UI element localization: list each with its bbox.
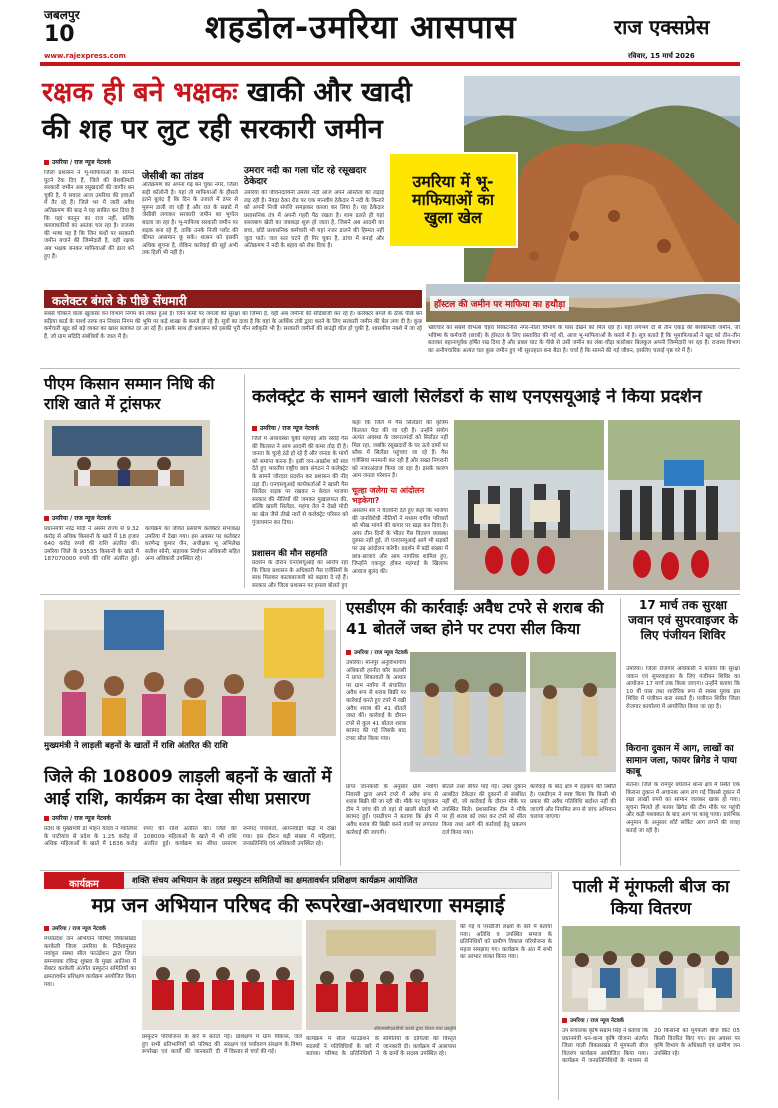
- sdm-body-4: कार्रवाई के बाद क्षेत्र में हड़कंप की स्थिति है। एसडीएम ने स्पष्ट किया कि किसी भी प्रकार की अवैध गतिविधि बर्दाश्त नहीं की जाएगी और नियमित रूप से जांच अभियान चलाया जाएगा।: [530, 784, 616, 821]
- masthead-rule: [40, 62, 740, 66]
- lead-sub-2: उमरार नदी का गला घोंट रहे रसूखदार ठेकेदार: [244, 166, 367, 187]
- sidebar-headline-2: किराना दुकान में आग, लाखों का सामान जला, फायर ब्रिगेड ने पाया काबू: [626, 744, 737, 777]
- lead-sub-1: जेसीबी का तांडव: [142, 171, 204, 182]
- divider: [40, 368, 740, 369]
- masthead: [0, 0, 778, 68]
- karyakram-headline: मप्र जन अभियान परिषद की रूपरेखा-अवधारणा समझाई: [91, 893, 505, 917]
- pm-kisan-body: प्रधानमंत्री नरेंद्र मोदी ने असम राज्य से 9.32 करोड़ से अधिक किसानों के खाते में 18 हजार 640 करोड़ रुपये की राशि अंतरित की। उमरिया जिले के 93535 किसानों के खाते में 187070000 रुपये की राशि अंतरित हुई। कार्यक्रम का जीवंत प्रसारण कलेक्टर सभाकक्ष उमरिया में देखा गया। इस अवसर पर कलेक्टर धरणेन्द्र कुमार जैन, अधीक्षक भू अभिलेख सतीश सोनी, सहायक निर्वाचन अधिकारी सहित अन्य अधिकारी उपस्थित रहे।: [44, 526, 240, 563]
- lead-overlay-text: उमरिया में भू-माफियाओं का खुला खेल: [412, 172, 494, 227]
- moongfali-photo: [562, 926, 740, 1012]
- lead-headline-rest: खाकी और खादी: [247, 77, 412, 108]
- karyakram-tag: [44, 872, 124, 889]
- lead-banner-text: कलेक्टर बंगले के पीछे सेंधमारी: [52, 294, 187, 308]
- lead-banner: [44, 290, 422, 308]
- ladli-photo-caption: मुख्यमंत्री ने लाड़ली बहनों के खातों में राशि अंतरित की राशि: [44, 741, 228, 751]
- cylinder-body-4: असलम शेर ने चेतावनी देते हुए कहा कि भाजपा की जनविरोधी नीतियों ने मध्यम वर्गीय परिवारों को भीख मांगने की कगार पर खड़ा कर दिया है। अगर तीन दिनों के भीतर गैस वितरण व्यवस्था दुरुस्त नहीं हुई, तो एनएसयूआई आगे भी सड़कों पर उग्र आंदोलन करेगी। प्रदर्शन में बड़ी संख्या में छात्र-छात्राएं और आम नागरिक शामिल हुए, जिन्होंने एकजुट होकर महंगाई के खिलाफ आवाज बुलंद की।: [352, 508, 448, 575]
- sdm-headline: एसडीएम की कार्रवाईः अवैध टपरे से शराब की 41 बोतलें जब्त होने पर टपरा सील किया: [346, 599, 604, 638]
- sidebar-body-2: सतना। जिले के रामपुर बघेलान थाना क्षेत्र में स्थित एक किराना दुकान में अचानक आग लग गई जिससे दुकान में रखा लाखों रुपये का सामान जलकर खाक हो गया। सूचना मिलते ही फायर ब्रिगेड की टीम मौके पर पहुंची और कड़ी मशक्कत के बाद आग पर काबू पाया। प्रारंभिक अनुमान के अनुसार शॉर्ट सर्किट आग लगने की वजह बताई जा रही है।: [626, 782, 740, 834]
- sdm-byline: उमरिया / राज न्यूज नेटवर्क: [346, 648, 408, 656]
- masthead-website[interactable]: www.rajexpress.com: [44, 52, 126, 60]
- cylinder-headline: कलेक्ट्रेट के सामने खाली सिलेंडरों के साथ एनएसयूआई ने किया प्रदर्शन: [252, 388, 702, 407]
- lead-headline-line1: [42, 78, 462, 108]
- lead-overlay-box: [388, 152, 518, 248]
- column-divider: [244, 374, 245, 588]
- sidebar-body-1: उमरिया। जिला रोजगार अधिकारी ने बताया कि सुरक्षा जवान एवं सुपरवाइजर के लिए पंजीयन शिविर का आयोजन 17 मार्च तक किया जाएगा। उन्होंने बताया कि 10 वीं पास तथा शारीरिक रूप से स्वस्थ युवक इस शिविर में पंजीयन करा सकते हैं। पंजीयन शिविर जिला रोजगार कार्यालय में आयोजित किया जा रहा है।: [626, 666, 740, 710]
- lead-body-4: भ्रष्टाचार का सबसे वीभत्स चेहरा सिकटनीरा नगर-नीला विभाग के पास देखने को मिल रहा है। यहाँ लगभग दो से तीन एकड़ की बेशकीमती जमीन, जो भविष्य के कर्मचारी (छात्रों) के हॉस्टल के लिए प्रस्तावित की गई थी, आज भू-माफियाओं के कब्जे में है। सूत्र बताते हैं कि भूमाफियाओं ने खुद को तीन-तीन बताकर बहानापूर्वक हर्षित रख दिया है और प्रबल घाट के पीछे से उसी जमीन का लंबा-चौड़ा कारोबार बिलकुल अपनी जिम्मेदारी पर रहा है। राजस्व विभाग का अनौपचारिक अत्यंत चल कुछ जमीन हुए भी सूरतहाल बना बैठा है। चर्चा है कि सामने की गई जीवन, इसलिए चलाई पृष्ठ परे में हैं।: [428, 325, 740, 354]
- sdm-photo-1: [410, 652, 526, 772]
- cylinder-byline: उमरिया / राज न्यूज नेटवर्क: [252, 424, 319, 432]
- karyakram-kicker: शक्ति संचय अभियान के तहत प्रस्फुटन समितियों का क्षमतावर्धन प्रशिक्षण कार्यक्रम आयोजित: [132, 876, 418, 886]
- column-divider: [620, 598, 621, 866]
- hostel-caption: हॉस्टल की जमीन पर माफिया का हथौड़ा: [430, 296, 569, 311]
- section-title: शहडोल-उमरिया आसपास: [205, 8, 517, 46]
- cylinder-body-3: कहा कि जिले में गैस सिलेंडरों की कृत्रिम किल्लत पैदा की जा रही है। उन्होंने संयोग अत्यंत अवस्था के जरूरतमंदों को सिलेंडर नहीं मिल रहा, जबकि रसूखदारों के घर ऊंचे दामों पर ब्लैक में सिलेंडर पहुंचाए जा रहे हैं। गैस एजेंसियां मनमानी कर रही हैं और सख्त निगरानी को नजरअंदाज किया जा रहा है। इसके कारण आम जनता परेशान है।: [352, 420, 448, 480]
- sidebar-headline-1: 17 मार्च तक सुरक्षा जवान एवं सुपरवाइजर के लिए पंजीयन शिविर: [628, 598, 738, 642]
- sdm-photo-2: [530, 652, 616, 772]
- moongfali-body: उप संचालक कृषि संग्राम सिंह ने बताया कि प्रधानमंत्री धन-धान्य कृषि योजना अंतर्गत जिला पाली विकासखंड में मूंगफली बीज वितरण कार्यक्रम आयोजित किया गया। कार्यक्रम में जनप्रतिनिधियों के माध्यम से 20 किसानों को मूंगफली बीज किट 05 किलो वितरित किए गए। इस अवसर पर कृषि विभाग के अधिकारी एवं ग्रामीण जन उपस्थित रहे।: [562, 1028, 740, 1065]
- moongfali-headline: पाली में मूंगफली बीज का किया वितरण: [572, 877, 730, 919]
- karyakram-byline: उमरिया / राज न्यूज नेटवर्क: [44, 924, 106, 932]
- ladli-body: प्रदेश के मुख्यमंत्री डॉ मोहन यादव ने ग्वालियर के पाटीयांव से प्रदेश के 1.25 करोड़ से अधिक महिलाओं के खाते में 1836 करोड़ रुपए की राशि अंतरित की। जिले की 108009 महिलाओं के खाते में भी राशि अंतरित हुई। कार्यक्रम का सीधा प्रसारण जनपद पंचायतों, आंगनवाड़ी केंद्रों में देखा गया। इस दौरान बड़ी संख्या में महिलाएं, जनप्रतिनिधि एवं अधिकारी उपस्थित रहे।: [44, 826, 336, 848]
- sdm-body-2: प्राप्त जानकारी के अनुसार ग्राम नवाँगा निवासी द्वारा अपने टपरे में अवैध रूप से शराब बिक्री की जा रही थी। मौके पर पहुंचकर टीम ने जांच की तो वहां से खाली बोतलें भी बरामद हुईं। एसडीएम ने बताया कि क्षेत्र में अवैध शराब की बिक्री करने वालों पर लगातार कार्रवाई की जाएगी।: [346, 784, 438, 836]
- karyakram-photo-caption: सीएमसीएलडीपी छात्रों द्वारा किया गया प्रस्तुति: [374, 1026, 456, 1032]
- karyakram-tag-text: कार्यक्रम: [69, 879, 99, 890]
- masthead-date: रविवार, 15 मार्च 2026: [628, 52, 695, 60]
- sdm-body-3: बोतलें तथा बीयर पाई गई। उक्त दुकान आबंटित ठेकेदार की दुकानों से संबंधित नहीं थी, जो कार्रवाई के दौरान मौके पर उपस्थित मिले। प्रशासनिक टीम ने मौके पर ही शराब को जब्त कर टपरे को सील किया तथा आगे की कार्रवाई हेतु प्रकरण दर्ज किया गया।: [442, 784, 526, 836]
- pm-kisan-byline: उमरिया / राज न्यूज नेटवर्क: [44, 514, 111, 522]
- pm-kisan-photo: [44, 420, 210, 510]
- lead-body-2: अतिक्रमण का अपना गढ़ बन चुका नगर, जिला सड़ी कॉलोनी है। यहां तो माफियाओं के हौसले इतने बुलंद हैं कि दिन के उजाले में डंपर से मुरूम डाली जा रही है और रात के सन्नाटे में जेसीबी लगाकर सरकारी जमीन का भूगोल बदला जा रहा है। भू-माफिया सरकारी जमीन पर सड़क बना रहे हैं, ताकि उनके निजी प्लॉट की कीमत आसमान छू सके। शासन को इसकी अधिक सूचना है, लेकिन कार्रवाई की सूई अभी तक हिली भी नहीं है।: [142, 182, 238, 257]
- lead-byline: उमरिया / राज न्यूज नेटवर्क: [44, 158, 111, 166]
- sdm-body-1: उमरिया। मानपुर अनुविभागीय अधिकारी हरनीत कौर कलसी ने प्राप्त शिकायतों के आधार पर ग्राम नवाँगा में संचालित अवैध रूप से शराब बिक्री पर कार्रवाई करते हुए टपरे में रखी अवैध शराब की 41 बोतलें जब्त कीं। कार्रवाई के दौरान टपरे से कुल 41 बोतल शराब बरामद की गई जिसके बाद टपरा सील किया गया।: [346, 660, 406, 742]
- ladli-byline: उमरिया / राज न्यूज नेटवर्क: [44, 814, 111, 822]
- cylinder-sub-2: चूल्हा जलेगा या आंदोलन भड़केगा?: [352, 486, 425, 505]
- cylinder-photo-1: [454, 420, 604, 590]
- column-divider: [340, 600, 341, 866]
- lead-headline-red: रक्षक ही बने भक्षकः: [42, 77, 238, 108]
- lead-banner-body: सबसे चौंकाने वाला खुलासा वन विभाग निगम को लेकर हुआ है। जिन कर्मों पर जंगलों की सुरक्षा का जिम्मा है, वही अब जमीनों की सौदेबाजी कर रहे हैं। कलेक्टर बंगले के ठीक पीछे बने सड़िया कार्ड के पार्श्व तरफ वन निवास निगम की भूमि पर कड़े शाखा के कब्जे हो रहे हैं। सूत्रों का दावा है कि वहां के आर्थिक तंत्री द्वारा करने के लिए सरकारी जमीन की बेल लगा दी है। कुछ कर्मचारी खुद को बड़े व्यक्त का खास बताकर दर आ रहे हैं। इसके साथ ही प्रशासन को इसकी पूरी मौन स्वीकृति भी है। सरकारी जमीनों की बाउंड्री वॉल हो चुकी है, शासकीय नक्शे में जा रहे हैं, जो ग्राम सदिदि संबंधियों के जाल में है।: [44, 311, 422, 340]
- divider: [40, 594, 740, 595]
- karyakram-photo-1: [142, 920, 302, 1030]
- moongfali-byline: उमरिया / राज न्यूज नेटवर्क: [562, 1016, 624, 1024]
- karyakram-body-3: कार्यक्रम में सील फाउंडेशन के सदस्यों ने गतिविधियों के बारे में बताया। परिषद के प्रतिनिधियों ने समितियों के दायित्वों की विस्तृत जानकारी दी। कार्यक्रम में आसपास के ग्रामों के सदस्य उपस्थित रहे।: [306, 1036, 456, 1058]
- pm-kisan-headline: पीएम किसान सम्मान निधि की राशि खाते में ट्रांसफर: [44, 375, 215, 413]
- column-divider: [558, 872, 559, 1100]
- cylinder-sub-1: प्रशासन की मौन सहमति: [252, 549, 328, 559]
- karyakram-body-2: प्रस्फुटन परियोजना के बारे में बताते हुए सभी प्रतिभागियों को परिषद की रूपरेखा एवं कार्यों की जानकारी दी गई। प्रशिक्षण में ग्राम विकास, जल संरक्षण एवं पर्यावरण संरक्षण के विषय में विस्तार से चर्चा की गई।: [142, 1034, 302, 1056]
- masthead-city: जबलपुर: [44, 8, 80, 22]
- divider: [40, 870, 740, 871]
- page-number: 10: [44, 22, 75, 47]
- karyakram-photo-2: [306, 920, 456, 1030]
- cylinder-body-2: प्रदर्शन के दौरान एनएसयूआई का आरोप रहा कि जिला प्रशासन के अधिकारी गैस एजेंसियों के साथ मिलकर कालाबाजारी को बढ़ावा दे रहे हैं। सरकार और जिला प्रशासन पर हमला बोलते हुए: [252, 560, 348, 589]
- lead-headline-line2: की शह पर लुट रही सरकारी जमीन: [42, 114, 383, 145]
- cylinder-body-1: जिले में अव्यवस्था चुकी महंगाई और रसोई गैस की किल्लत ने आम आदमी की कमर तोड़ दी है। जनता के चूल्हे ठंडे हो रहे हैं और जनता के मांगों को समाप्त करना है। इसी जन-आक्रोश को स्वर देते हुए भारतीय राष्ट्रीय छात्र संगठन ने कलेक्ट्रेट के सामने जोरदार प्रदर्शन कर प्रशासन की नींद उड़ा दी। एनएसयूआई कार्यकर्ताओं ने खाली गैस सिलेंडर सड़क पर रखकर न केवल भाजपा सरकार की नीतियों की जमकर मुखालफत की, बल्कि खाली सिलेंडर, महंगा तेल ने देखो मोदी का खेल जैसे तीखे नारों से कलेक्ट्रेट परिसर को गुंजायमान कर दिया।: [252, 436, 348, 526]
- ladli-headline: जिले की 108009 लाड़ली बहनों के खातों में आई राशि, कार्यक्रम का देखा सीधा प्रसारण: [44, 767, 332, 809]
- lead-body-1: जिला प्रशासन ने भू-माफियाओं के सामने घुटने टेक दिए हैं, जिले की बेशकीमती सरकारी जमीन अब रसूखदारों की जागीर बन चुकी है, ये सवाल आज उमरिया की हवाओं में तैर रहे हैं। जिले भर में जारी अवैध अतिक्रमण की बाढ़ ने यह साबित कर दिया है कि यहां कानून का राज नहीं, बल्कि कब्जाधारियों का आतंक चल रहा है। राजस्व की भाषा यह है कि जिन कंधों पर सरकारी जमीन बचाने की जिम्मेदारी है, वही रक्षक अब भक्षक बनकर माफियाओं की ढाल बने हुए हैं।: [44, 170, 134, 260]
- karyakram-body-4: की गई व एसडीजी लक्ष्यों के बारे में बताया गया। अतिथि व उपस्थित समाज के प्रतिनिधियों को ग्रामीण विकास परियोजना के महत्व समझाए गए। कार्यक्रम के अंत में सभी का आभार व्यक्त किया गया।: [460, 924, 552, 961]
- ladli-photo: [44, 600, 336, 736]
- cylinder-photo-2: [608, 420, 740, 590]
- karyakram-body-1: मध्यप्रदेश जन अभियान परिषद विकासखंड करकेली जिला उमरिया के निर्देशानुसार नवांकुर संस्था सील फाउंडेशन द्वारा जिला समन्वयक रविन्द्र शुक्ला के मुख्य आतिथ्य में सेक्टर करकेली अंतर्गत प्रस्फुटन समितियों का क्षमतावर्धन प्रशिक्षण कार्यक्रम आयोजित किया गया।: [44, 936, 136, 988]
- brand-logo: राज एक्सप्रेस: [614, 15, 710, 39]
- lead-body-3: उमरिया की जीवनदायिनी उमरार नदी आज अपने अस्तित्व की लड़ाई लड़ रही है। नेवढ़ा ठेका रोड पर एक मानवीय ठेकेदार ने नदी के किनारे को अपनी निजी संपत्ति समझकर कब्जा कर लिया है। यह ठेकेदार प्रशासनिक तंत्र में अपनी गहरी पैठ रखता है। शाम ढलते ही यहां सब्जबाग खेती का जबकड़ा शुरू हो जाता है, जिसने अब आदमी का बचा, छोटे प्रशासनिक कर्मचारी भी यहां नजर डालने की हिम्मत नहीं जुटा पाते। जल स्तर घटने ही गिर चुका है, ढांचा में बनाई और अतिक्रमण ने नदी के बहाव को रोक दिया है।: [244, 190, 384, 250]
